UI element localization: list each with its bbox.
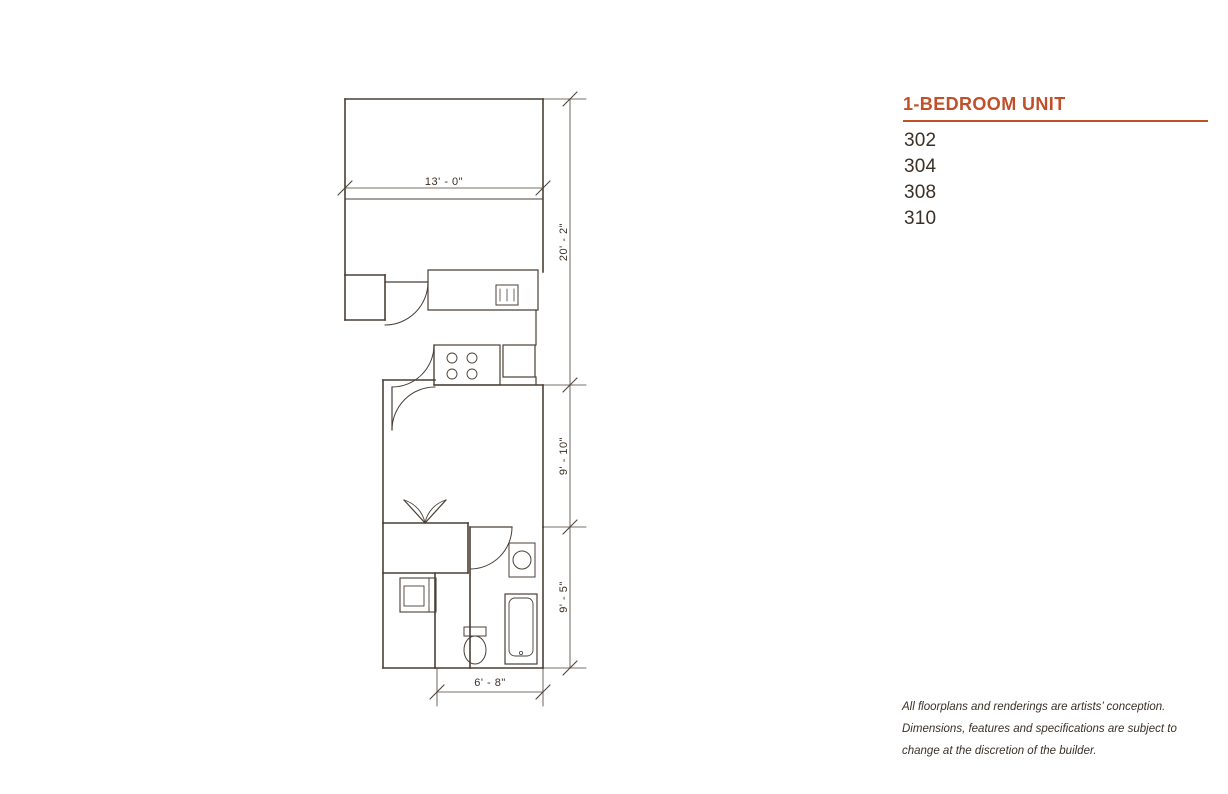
page-title: 1-BEDROOM UNIT: [903, 94, 1066, 114]
burner-2: [467, 353, 477, 363]
dimension-height-middle: 9' - 10": [558, 436, 570, 476]
toilet-bowl: [464, 636, 486, 664]
dimension-width-top: 13' - 0": [424, 176, 464, 188]
door-swing-closet: [385, 282, 428, 325]
bathtub-inner: [509, 598, 533, 656]
unit-info-panel: [900, 0, 1210, 794]
burner-3: [447, 369, 457, 379]
sink-detail: [500, 289, 514, 301]
burner-4: [467, 369, 477, 379]
list-item: 304: [904, 156, 937, 177]
kitchen-counter: [428, 270, 538, 310]
door-swing-bath: [470, 527, 512, 569]
washer-dryer-icon: [400, 578, 436, 612]
unit-number-list: [904, 128, 936, 232]
fridge-icon: [503, 345, 535, 377]
list-item: 310: [904, 208, 937, 229]
bath-sink-basin: [513, 551, 531, 569]
dimension-height-lower: 9' - 5": [558, 581, 570, 613]
door-swing-entry-2: [392, 387, 435, 430]
list-item: 308: [904, 182, 937, 203]
washer-door: [404, 586, 424, 606]
bifold-door-leaves: [404, 500, 446, 523]
dimension-height-upper: 20' - 2": [558, 222, 570, 262]
disclaimer-text: All floorplans and renderings are artists’ conception. Dimensions, features and specifications are subject to change at the discretion of the builder.: [902, 701, 1177, 757]
dimension-width-bottom: 6' - 8": [474, 677, 506, 689]
list-item: 302: [904, 130, 937, 151]
range-icon: [434, 345, 500, 385]
bathtub-drain: [519, 651, 522, 654]
burner-1: [447, 353, 457, 363]
title-divider: [903, 120, 1208, 122]
toilet-tank: [464, 627, 486, 636]
